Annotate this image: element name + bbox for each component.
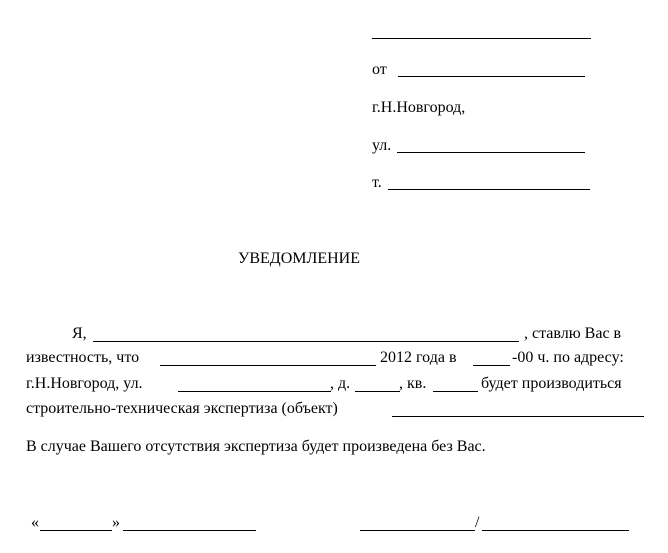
signature-separator: / — [475, 514, 480, 531]
footer-day-field — [40, 530, 112, 531]
body-line2-mid: 2012 года в — [380, 349, 457, 366]
street-field — [397, 152, 585, 153]
flat-number-field — [433, 391, 478, 392]
date-field — [160, 365, 376, 366]
phone-field — [388, 189, 590, 190]
street-label: ул. — [372, 137, 392, 154]
absence-note: В случае Вашего отсутствия экспертиза будет произведена без Вас. — [26, 438, 486, 455]
street-address-field — [178, 391, 331, 392]
house-number-field — [355, 391, 400, 392]
object-field — [392, 416, 644, 417]
hour-field — [473, 365, 510, 366]
body-line4-start: строительно-техническая экспертиза (объект) — [26, 400, 338, 417]
body-line3-start: г.Н.Новгород, ул. — [26, 375, 143, 392]
body-line2-end: -00 ч. по адресу: — [512, 349, 624, 366]
declarant-name-field — [93, 341, 519, 342]
body-line3-flat: , кв. — [399, 375, 427, 392]
date-quote-close: » — [112, 514, 120, 531]
body-line1-start: Я, — [72, 325, 87, 342]
body-line2-start: известность, что — [26, 349, 140, 366]
addressee-name-field — [372, 38, 591, 39]
body-line3-house: , д. — [330, 375, 351, 392]
document-title: УВЕДОМЛЕНИЕ — [238, 250, 360, 267]
city-label: г.Н.Новгород, — [372, 99, 466, 116]
from-label: от — [372, 61, 387, 78]
body-line1-end: , ставлю Вас в — [524, 325, 622, 342]
signature-name-field — [482, 530, 629, 531]
signature-field — [360, 530, 475, 531]
date-quote-open: « — [31, 514, 39, 531]
from-field — [398, 76, 585, 77]
body-line3-end: будет производиться — [481, 375, 622, 392]
footer-month-field — [123, 530, 256, 531]
phone-label: т. — [372, 174, 382, 191]
